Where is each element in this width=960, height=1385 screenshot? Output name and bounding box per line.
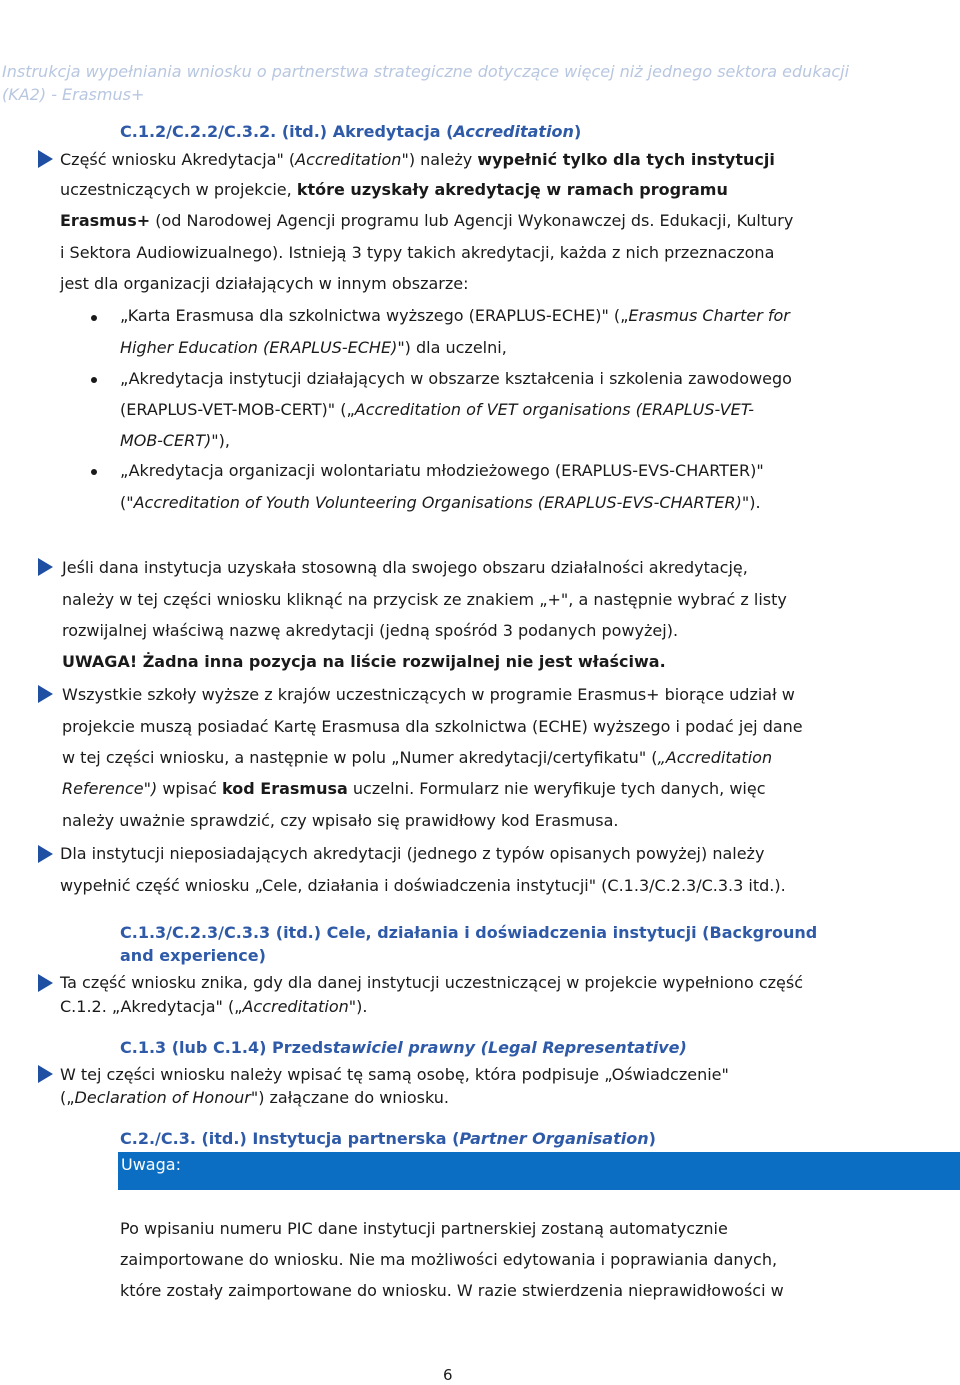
paragraph-line: wypełnić część wniosku „Cele, działania i doświadczenia instytucji" (C.1.3/C.2.3/C.3.3 itd.). xyxy=(60,876,786,895)
paragraph-line: Erasmus+ (od Narodowej Agencji programu lub Agencji Wykonawczej ds. Edukacji, Kultury xyxy=(60,211,794,230)
bullet-item-vet-cont: MOB-CERT)"), xyxy=(120,431,230,450)
paragraph-line: Reference") wpisać kod Erasmusa uczelni. Formularz nie weryfikuje tych danych, więc xyxy=(62,779,766,798)
bullet-item-vet: „Akredytacja instytucji działających w obszarze kształcenia i szkolenia zawodowego xyxy=(120,369,792,388)
arrow-bullet-icon xyxy=(38,845,53,863)
paragraph-line: uczestniczących w projekcie, które uzyskały akredytację w ramach programu xyxy=(60,180,728,199)
paragraph-line: Ta część wniosku znika, gdy dla danej instytucji uczestniczącej w projekcie wypełniono część xyxy=(60,973,803,992)
paragraph-line: w tej części wniosku, a następnie w polu „Numer akredytacji/certyfikatu" („Accreditation xyxy=(62,748,773,767)
bullet-item-eche-cont: Higher Education (ERAPLUS-ECHE)") dla uczelni, xyxy=(120,338,507,357)
uwaga-banner xyxy=(118,1152,960,1190)
arrow-bullet-icon xyxy=(38,558,53,576)
paragraph-line: projekcie muszą posiadać Kartę Erasmusa dla szkolnictwa (ECHE) wyższego i podać jej dane xyxy=(62,717,803,736)
header-line-1: Instrukcja wypełniania wniosku o partnerstwa strategiczne dotyczące więcej niż jednego sektora edukacji xyxy=(2,62,850,81)
header-line-2: (KA2) - Erasmus+ xyxy=(2,85,145,104)
bullet-item-evs-cont: ("Accreditation of Youth Volunteering Organisations (ERAPLUS-EVS-CHARTER)"). xyxy=(120,493,761,512)
paragraph-line: zaimportowane do wniosku. Nie ma możliwości edytowania i poprawiania danych, xyxy=(120,1250,778,1269)
paragraph-line: W tej części wniosku należy wpisać tę samą osobę, która podpisuje „Oświadczenie" xyxy=(60,1065,729,1084)
page-number: 6 xyxy=(443,1366,453,1384)
paragraph-line: („Declaration of Honour") załączane do wniosku. xyxy=(60,1088,449,1107)
section-background-heading-cont: and experience) xyxy=(120,946,266,965)
section-background-heading: C.1.3/C.2.3/C.3.3 (itd.) Cele, działania i doświadczenia instytucji (Background xyxy=(120,923,818,942)
paragraph-line: rozwijalnej właściwą nazwę akredytacji (jedną spośród 3 podanych powyżej). xyxy=(62,621,679,640)
section-partner-organisation-heading: C.2./C.3. (itd.) Instytucja partnerska (Partner Organisation) xyxy=(120,1129,656,1148)
bullet-dot-icon xyxy=(91,377,97,383)
bullet-item-eche: „Karta Erasmusa dla szkolnictwa wyższego (ERAPLUS-ECHE)" („Erasmus Charter for xyxy=(120,306,790,325)
paragraph-line: i Sektora Audiowizualnego). Istnieją 3 typy takich akredytacji, każda z nich przeznaczona xyxy=(60,243,775,262)
paragraph-line: Część wniosku Akredytacja" (Accreditation") należy wypełnić tylko dla tych instytucji xyxy=(60,150,775,169)
section-accreditation-heading: C.1.2/C.2.2/C.3.2. (itd.) Akredytacja (Accreditation) xyxy=(120,122,582,141)
arrow-bullet-icon xyxy=(38,974,53,992)
paragraph-line: jest dla organizacji działających w innym obszarze: xyxy=(60,274,469,293)
arrow-bullet-icon xyxy=(38,1065,53,1083)
paragraph-line: C.1.2. „Akredytacja" („Accreditation"). xyxy=(60,997,368,1016)
arrow-bullet-icon xyxy=(38,150,53,168)
paragraph-line: Po wpisaniu numeru PIC dane instytucji partnerskiej zostaną automatycznie xyxy=(120,1219,728,1238)
uwaga-label: Uwaga: xyxy=(121,1155,181,1174)
paragraph-line: Wszystkie szkoły wyższe z krajów uczestniczących w programie Erasmus+ biorące udział w xyxy=(62,685,795,704)
document-header xyxy=(2,60,902,106)
arrow-bullet-icon xyxy=(38,685,53,703)
section-legal-representative-heading: C.1.3 (lub C.1.4) Przedstawiciel prawny (Legal Representative) xyxy=(120,1038,687,1057)
bullet-dot-icon xyxy=(91,315,97,321)
paragraph-line: które zostały zaimportowane do wniosku. W razie stwierdzenia nieprawidłowości w xyxy=(120,1281,784,1300)
bullet-item-vet-cont: (ERAPLUS-VET-MOB-CERT)" („Accreditation of VET organisations (ERAPLUS-VET- xyxy=(120,400,754,419)
paragraph-line: należy w tej części wniosku kliknąć na przycisk ze znakiem „+", a następnie wybrać z listy xyxy=(62,590,787,609)
bullet-dot-icon xyxy=(91,469,97,475)
paragraph-line: należy uważnie sprawdzić, czy wpisało się prawidłowy kod Erasmusa. xyxy=(62,811,619,830)
bullet-item-evs: „Akredytacja organizacji wolontariatu młodzieżowego (ERAPLUS-EVS-CHARTER)" xyxy=(120,461,764,480)
paragraph-line: Jeśli dana instytucja uzyskała stosowną dla swojego obszaru działalności akredytację, xyxy=(62,558,748,577)
paragraph-line: Dla instytucji nieposiadających akredytacji (jednego z typów opisanych powyżej) należy xyxy=(60,844,765,863)
warning-line: UWAGA! Żadna inna pozycja na liście rozwijalnej nie jest właściwa. xyxy=(62,652,666,671)
